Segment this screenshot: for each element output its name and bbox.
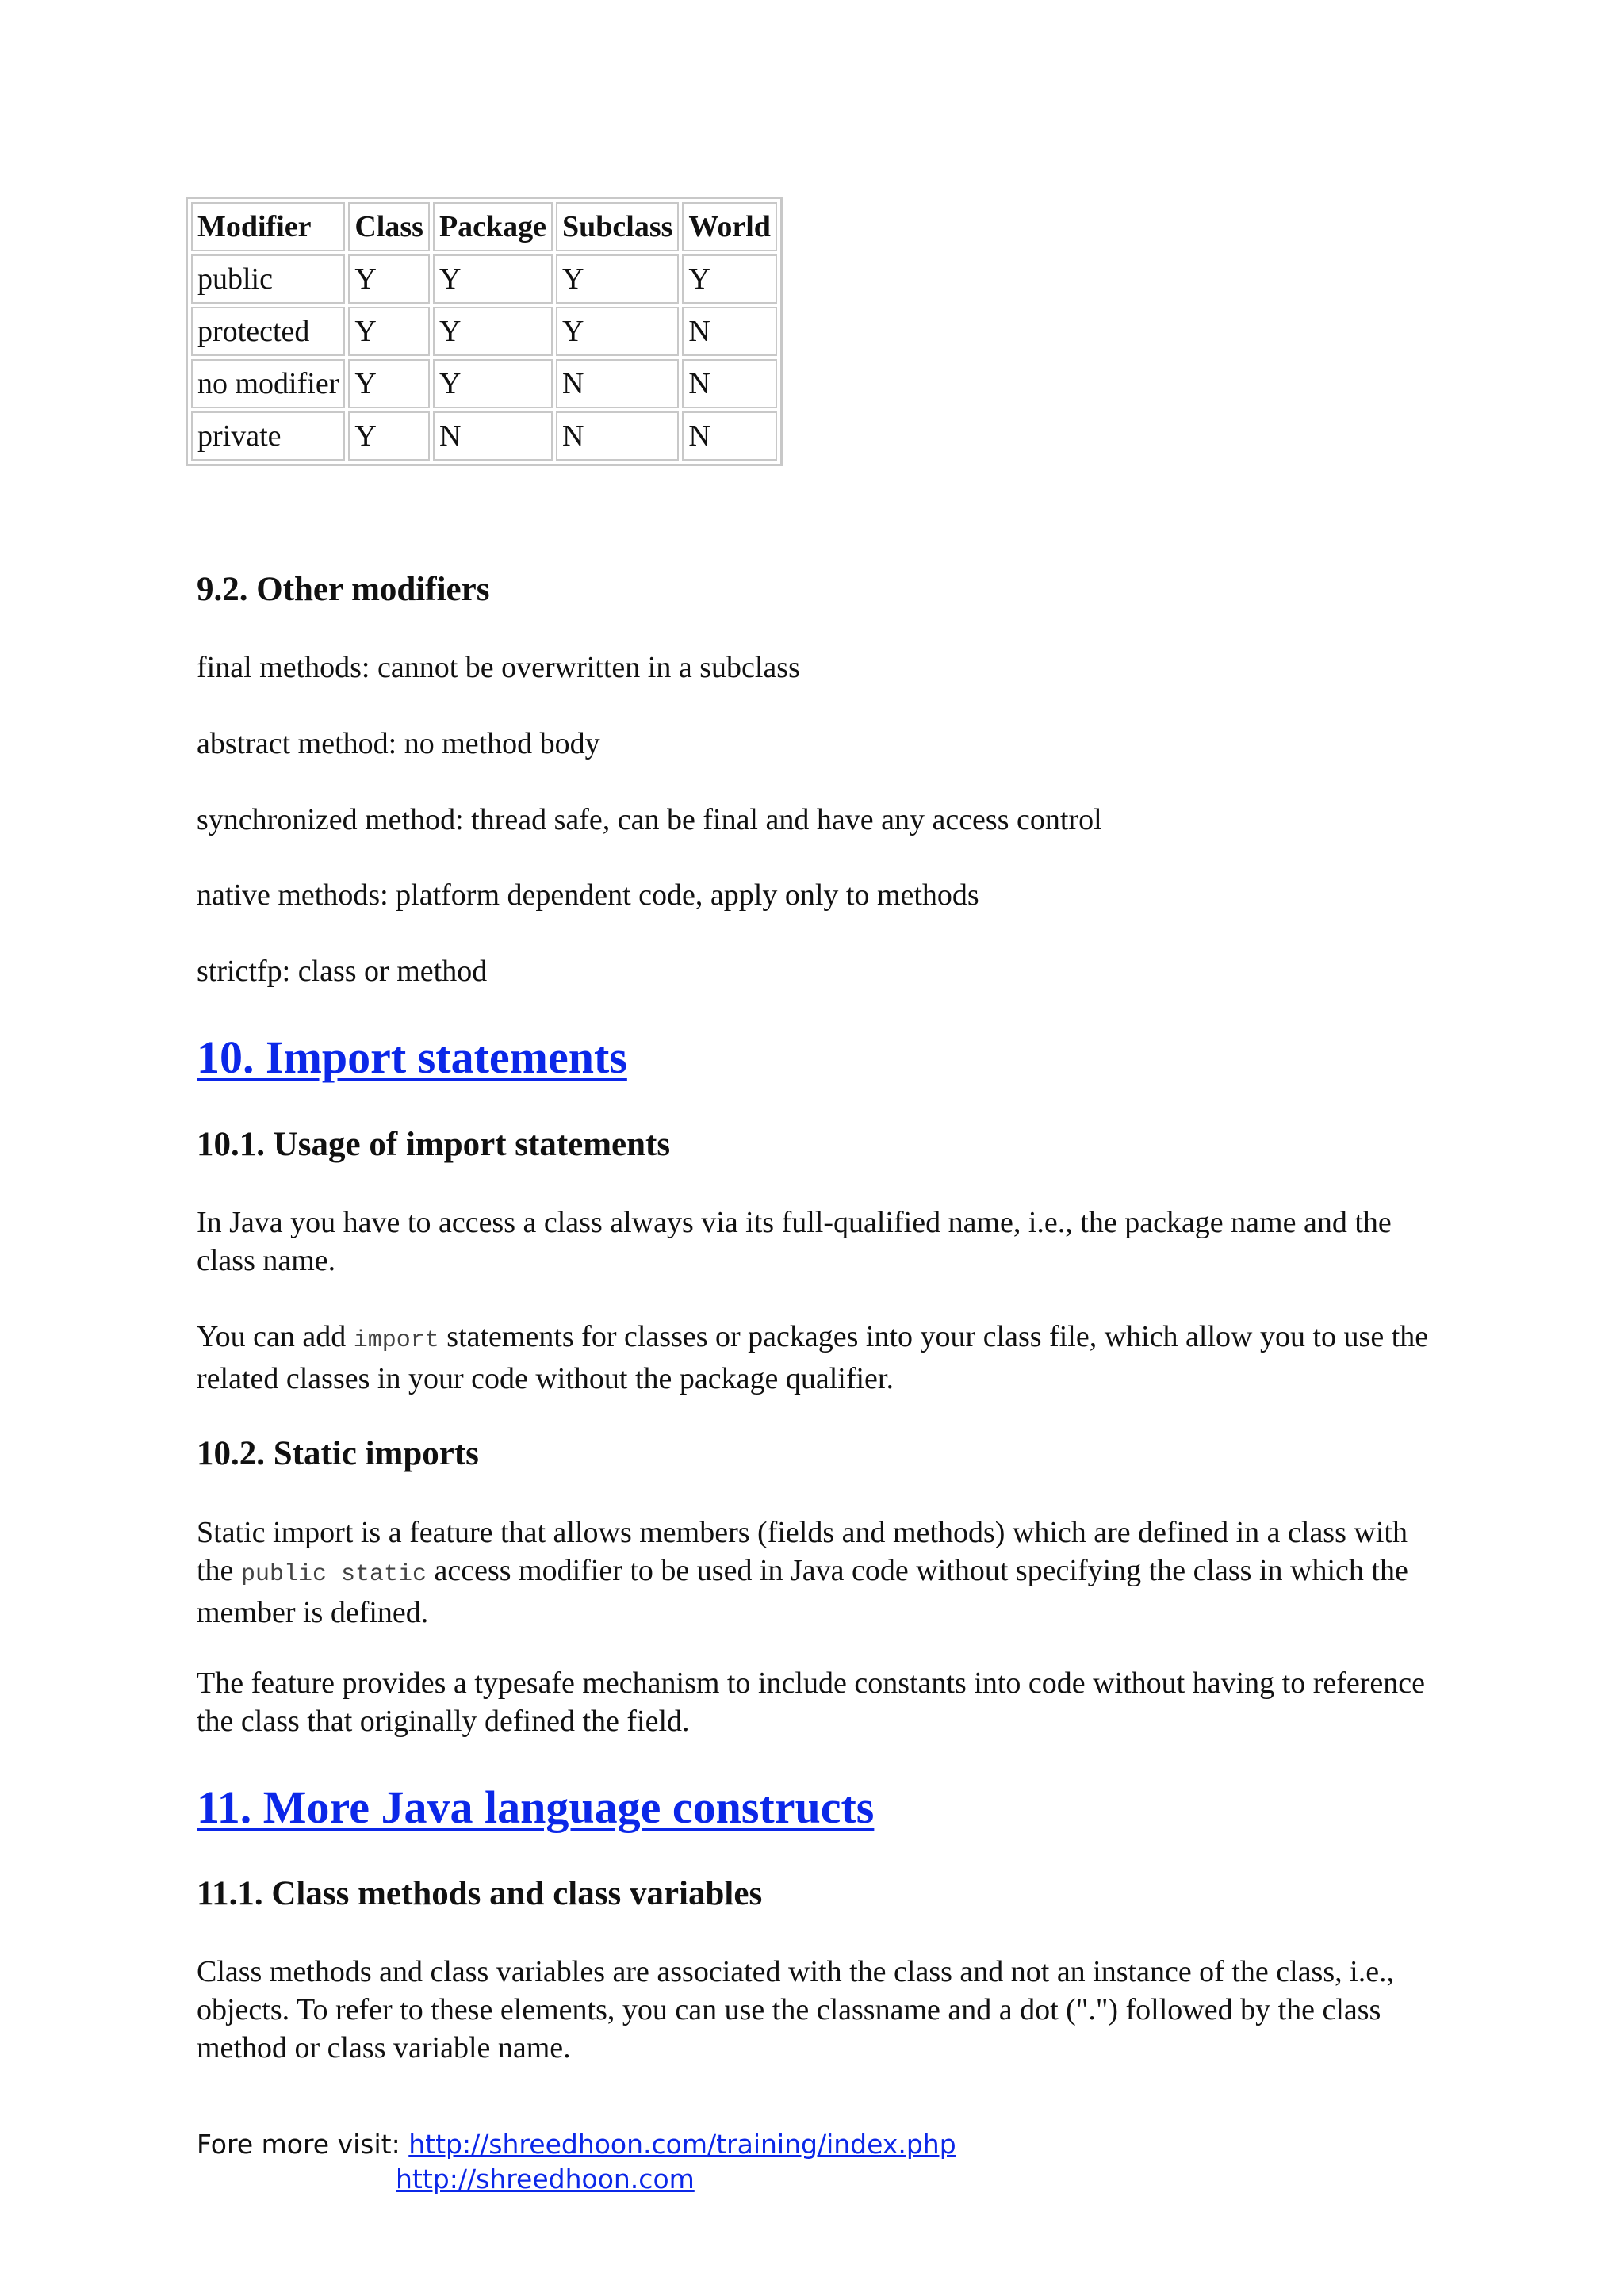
- table-cell: Y: [433, 254, 553, 304]
- table-header-cell: Subclass: [556, 202, 679, 251]
- footer-label: Fore more visit:: [197, 2129, 400, 2160]
- table-row: [191, 307, 777, 356]
- table-cell: N: [682, 359, 776, 408]
- table-cell: N: [682, 411, 776, 461]
- table-row: [191, 254, 777, 304]
- table-cell: N: [433, 411, 553, 461]
- table-cell: Y: [348, 359, 430, 408]
- footer-link-training[interactable]: http://shreedhoon.com/training/index.php: [408, 2129, 956, 2160]
- table-cell: public: [191, 254, 345, 304]
- table-cell: N: [556, 411, 679, 461]
- table-cell: Y: [682, 254, 776, 304]
- paragraph-import-statements: [197, 1318, 1434, 1398]
- footer-link-home[interactable]: http://shreedhoon.com: [396, 2164, 695, 2195]
- modifier-line-strictfp: strictfp: class or method: [197, 955, 488, 988]
- table-cell: no modifier: [191, 359, 345, 408]
- table-row: [191, 411, 777, 461]
- table-cell: Y: [556, 254, 679, 304]
- paragraph-text: statements for classes or packages into your class file, which allow you to use the related classes in your code without the package qualifier.: [197, 1320, 1429, 1395]
- paragraph-text: Static import is a feature that allows members (fields and methods) which are defined in a class with the: [197, 1516, 1408, 1587]
- page-footer: [197, 2127, 956, 2197]
- modifier-line-final: final methods: cannot be overwritten in a subclass: [197, 651, 800, 684]
- table-cell: protected: [191, 307, 345, 356]
- subsection-heading-static-imports: 10.2. Static imports: [197, 1435, 479, 1472]
- paragraph-text: You can add: [197, 1320, 354, 1353]
- access-modifier-table: [186, 197, 783, 466]
- table-cell: Y: [433, 359, 553, 408]
- table-cell: Y: [433, 307, 553, 356]
- table-cell: Y: [348, 307, 430, 356]
- modifier-line-native: native methods: platform dependent code, apply only to methods: [197, 878, 979, 912]
- section-heading-other-modifiers: 9.2. Other modifiers: [197, 571, 490, 608]
- table-header-row: [191, 202, 777, 251]
- footer-row: [197, 2162, 956, 2197]
- table-cell: Y: [348, 254, 430, 304]
- table-cell: private: [191, 411, 345, 461]
- table-cell: N: [556, 359, 679, 408]
- paragraph-text: access modifier to be used in Java code without specifying the class in which the member is defined.: [197, 1554, 1408, 1629]
- modifier-line-synchronized: synchronized method: thread safe, can be final and have any access control: [197, 803, 1102, 836]
- paragraph-static-import-definition: [197, 1513, 1434, 1632]
- subsection-heading-usage-of-import: 10.1. Usage of import statements: [197, 1126, 671, 1163]
- paragraph-static-import-feature: The feature provides a typesafe mechanism to include constants into code without having to reference the class that originally defined the field.: [197, 1667, 1426, 1738]
- table-header-cell: Class: [348, 202, 430, 251]
- section-heading-import-statements[interactable]: 10. Import statements: [197, 1031, 627, 1083]
- table-header-cell: Package: [433, 202, 553, 251]
- table-cell: Y: [348, 411, 430, 461]
- paragraph-class-methods: Class methods and class variables are associated with the class and not an instance of the class, i.e., objects. To refer to these elements, you can use the classname and a dot (".") followed by the class method or class variable name.: [197, 1955, 1395, 2064]
- table-header-cell: Modifier: [191, 202, 345, 251]
- section-heading-more-java-constructs[interactable]: 11. More Java language constructs: [197, 1781, 875, 1833]
- table-cell: N: [682, 307, 776, 356]
- paragraph-import-usage: In Java you have to access a class always via its full-qualified name, i.e., the package name and the class name.: [197, 1206, 1392, 1277]
- inline-code-import: import: [353, 1327, 439, 1354]
- table-cell: Y: [556, 307, 679, 356]
- table-row: [191, 359, 777, 408]
- modifier-line-abstract: abstract method: no method body: [197, 727, 600, 760]
- table-header-cell: World: [682, 202, 776, 251]
- footer-row: [197, 2127, 956, 2162]
- subsection-heading-class-methods: 11.1. Class methods and class variables: [197, 1875, 763, 1912]
- inline-code-public-static: public static: [240, 1561, 427, 1588]
